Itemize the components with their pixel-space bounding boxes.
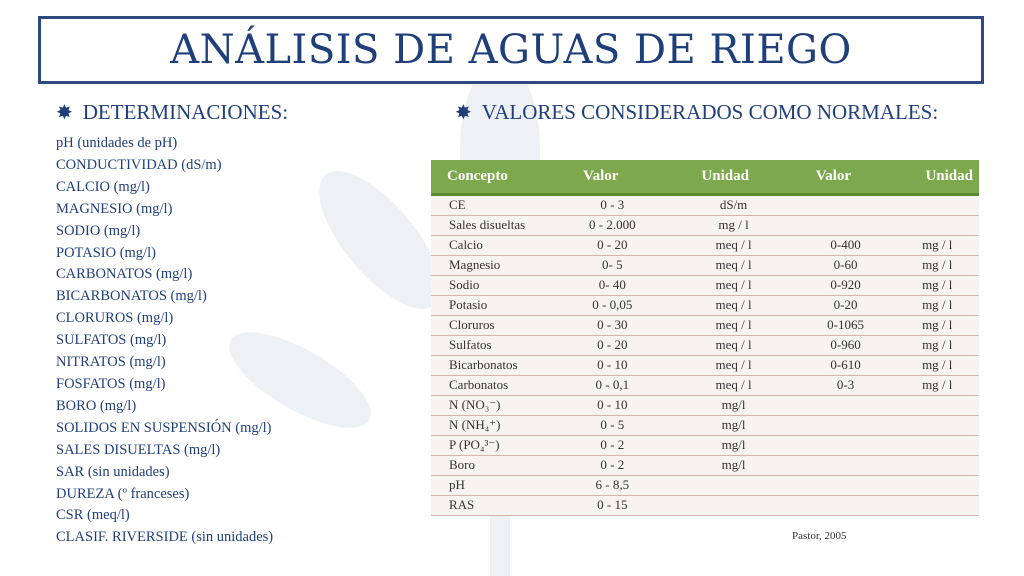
table-body (431, 194, 979, 515)
table-cell: meq / l (671, 355, 795, 375)
table-cell: 0 - 0,1 (553, 375, 671, 395)
table-cell (895, 415, 979, 435)
table-cell: mg / l (895, 255, 979, 275)
table-row (431, 355, 979, 375)
table-cell: CE (431, 194, 553, 215)
table-cell: 0 - 15 (553, 495, 671, 515)
table-cell (796, 215, 896, 235)
valores-heading-label: VALORES CONSIDERADOS COMO NORMALES: (481, 100, 939, 124)
table-row (431, 495, 979, 515)
list-item: CARBONATOS (mg/l) (56, 266, 193, 283)
table-cell (895, 475, 979, 495)
column-header: Unidad (671, 160, 795, 194)
table-row (431, 415, 979, 435)
list-item: CLASIF. RIVERSIDE (sin unidades) (56, 529, 274, 546)
table-cell: meq / l (671, 335, 795, 355)
table-row (431, 475, 979, 495)
table-cell: mg / l (671, 215, 795, 235)
table-cell (895, 395, 979, 415)
table-header-row (431, 160, 979, 194)
table-cell: 0 - 10 (553, 355, 671, 375)
table-cell: 0 - 0,05 (553, 295, 671, 315)
determinaciones-heading (56, 100, 288, 125)
table-cell: 0 - 20 (553, 335, 671, 355)
table-cell: mg / l (895, 335, 979, 355)
table-row (431, 435, 979, 455)
table-cell (796, 455, 896, 475)
table-cell: 0- 40 (553, 275, 671, 295)
table-row (431, 295, 979, 315)
table-cell: Sodio (431, 275, 553, 295)
list-item: SULFATOS (mg/l) (56, 332, 167, 349)
list-item: BORO (mg/l) (56, 397, 137, 414)
table-cell (796, 475, 896, 495)
table-cell (796, 415, 896, 435)
list-item: CSR (meq/l) (56, 507, 130, 524)
table-row (431, 335, 979, 355)
table-cell: 0-1065 (796, 315, 896, 335)
list-item: CLORUROS (mg/l) (56, 310, 174, 327)
table-cell: meq / l (671, 255, 795, 275)
column-header: Valor (553, 160, 671, 194)
table-cell: meq / l (671, 375, 795, 395)
list-item: SOLIDOS EN SUSPENSIÓN (mg/l) (56, 419, 272, 436)
column-header: Unidad (895, 160, 979, 194)
table-cell: Carbonatos (431, 375, 553, 395)
table-cell (895, 215, 979, 235)
table-cell: Magnesio (431, 255, 553, 275)
table-cell: mg/l (671, 395, 795, 415)
table-cell: 0 - 2.000 (553, 215, 671, 235)
table-cell: meq / l (671, 295, 795, 315)
column-header: Concepto (431, 160, 553, 194)
table-cell: 0-400 (796, 235, 896, 255)
table-cell: 0-60 (796, 255, 896, 275)
table-cell (895, 455, 979, 475)
table-cell (796, 435, 896, 455)
determinaciones-list (56, 133, 273, 549)
column-header: Valor (796, 160, 896, 194)
asterisk-bullet-icon: ✸ (455, 102, 472, 124)
table-cell: Cloruros (431, 315, 553, 335)
table-cell: 0-960 (796, 335, 896, 355)
table-cell: mg / l (895, 355, 979, 375)
list-item: SODIO (mg/l) (56, 222, 141, 239)
table-cell: Bicarbonatos (431, 355, 553, 375)
table-cell: Potasio (431, 295, 553, 315)
list-item: CONDUCTIVIDAD (dS/m) (56, 156, 222, 173)
table-cell: meq / l (671, 235, 795, 255)
determinaciones-heading-label: DETERMINACIONES: (82, 100, 289, 124)
list-item: pH (unidades de pH) (56, 135, 178, 151)
source-citation: Pastor, 2005 (792, 530, 847, 542)
table-cell: 0 - 30 (553, 315, 671, 335)
list-item: NITRATOS (mg/l) (56, 354, 166, 371)
table-row (431, 215, 979, 235)
table-row (431, 255, 979, 275)
table-cell: 0-20 (796, 295, 896, 315)
list-item: BICARBONATOS (mg/l) (56, 288, 207, 305)
table-cell: 6 - 8,5 (553, 475, 671, 495)
table-cell: 0 - 5 (553, 415, 671, 435)
table-row (431, 235, 979, 255)
table-cell: 0 - 20 (553, 235, 671, 255)
table-row (431, 455, 979, 475)
list-item: CALCIO (mg/l) (56, 178, 150, 195)
table-cell: meq / l (671, 275, 795, 295)
list-item: SAR (sin unidades) (56, 463, 170, 480)
table-cell: mg/l (671, 415, 795, 435)
table-cell: 0- 5 (553, 255, 671, 275)
table-cell (671, 475, 795, 495)
table-cell: N (NH₄⁺) (431, 415, 553, 435)
table-cell: mg/l (671, 455, 795, 475)
table-cell: 0-3 (796, 375, 896, 395)
table-cell: mg / l (895, 375, 979, 395)
table-cell: mg / l (895, 235, 979, 255)
table-cell: mg / l (895, 295, 979, 315)
table-cell: mg / l (895, 275, 979, 295)
table-row (431, 395, 979, 415)
table-row (431, 315, 979, 335)
table-cell: 0 - 3 (553, 194, 671, 215)
table-cell (796, 194, 896, 215)
table-cell: pH (431, 475, 553, 495)
table-cell (671, 495, 795, 515)
table-cell: RAS (431, 495, 553, 515)
table-cell: 0 - 2 (553, 455, 671, 475)
table-row (431, 375, 979, 395)
values-table-container (431, 160, 979, 516)
table-cell (796, 495, 896, 515)
list-item: MAGNESIO (mg/l) (56, 200, 173, 217)
table-row (431, 194, 979, 215)
list-item: FOSFATOS (mg/l) (56, 375, 166, 392)
title-box (38, 16, 984, 84)
table-cell: dS/m (671, 194, 795, 215)
table-cell: Sales disueltas (431, 215, 553, 235)
table-cell: P (PO₄³⁻) (431, 435, 553, 455)
table-cell: meq / l (671, 315, 795, 335)
table-row (431, 275, 979, 295)
values-table (431, 160, 979, 516)
asterisk-bullet-icon: ✸ (56, 102, 73, 124)
table-cell: mg / l (895, 315, 979, 335)
table-cell: Sulfatos (431, 335, 553, 355)
table-cell (895, 435, 979, 455)
table-cell: N (NO₃⁻) (431, 395, 553, 415)
table-cell: Boro (431, 455, 553, 475)
table-cell: 0-610 (796, 355, 896, 375)
table-cell: 0 - 10 (553, 395, 671, 415)
table-cell: 0-920 (796, 275, 896, 295)
list-item: POTASIO (mg/l) (56, 244, 156, 261)
table-cell: mg/l (671, 435, 795, 455)
table-cell: 0 - 2 (553, 435, 671, 455)
page-title: ANÁLISIS DE AGUAS DE RIEGO (170, 27, 852, 73)
list-item: SALES DISUELTAS (mg/l) (56, 441, 221, 458)
table-cell (895, 495, 979, 515)
valores-heading (455, 100, 938, 125)
table-cell (796, 395, 896, 415)
table-cell: Calcio (431, 235, 553, 255)
table-cell (895, 194, 979, 215)
list-item: DUREZA (º franceses) (56, 485, 190, 502)
